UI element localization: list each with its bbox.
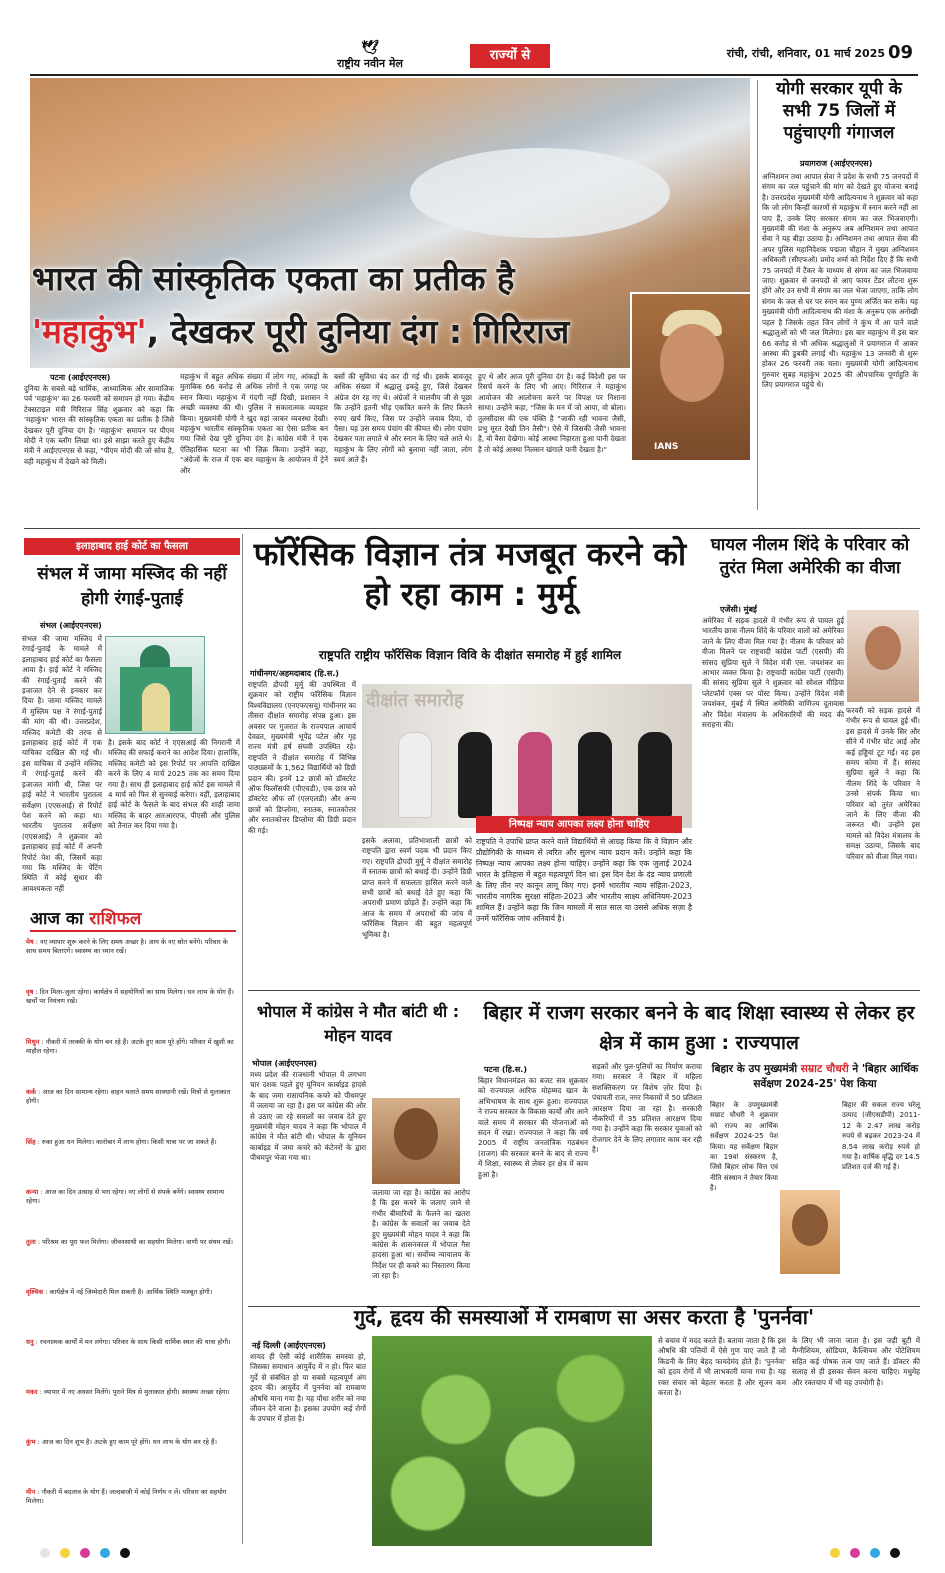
neelam-byline: एजेंसी। मुंबई — [720, 605, 757, 614]
rashi-text: कार्यक्षेत्र में नई जिम्मेदारी मिल सकती है। आर्थिक स्थिति मजबूत होगी। — [49, 1288, 213, 1296]
ceremony-banner: दीक्षांत समारोह — [366, 690, 464, 711]
side-byline: प्रयागराज (आईएएनएस) — [800, 159, 873, 168]
sambhal-headline: संभल में जामा मस्जिद की नहीं होगी रंगाई-पुताई — [37, 564, 227, 609]
bhopal-byline: भोपाल (आईएएनएस) — [252, 1059, 318, 1068]
rashi-item: मेष : नए व्यापार शुरू करने के लिए समय अच्छा है। आय के नए स्रोत बनेंगे। परिवार के साथ समय बिताएंगे। स्वास्थ्य का ध्यान रखें। — [26, 938, 228, 955]
bihar-headline: बिहार में राजग सरकार बनने के बाद शिक्षा स्वास्थ्य से लेकर हर क्षेत्र में काम हुआ : राज्यपाल — [483, 1002, 915, 1054]
punarnava-byline: नई दिल्ली (आईएएनएस) — [252, 1341, 326, 1350]
samrat-choudhary-photo — [780, 1190, 840, 1274]
rashi-text: रुका हुआ धन मिलेगा। कारोबार में लाभ होगा। किसी यात्रा पर जा सकते हैं। — [41, 1138, 217, 1146]
rashi-name: मीन — [26, 1488, 36, 1496]
rashi-text: आज का दिन सामान्य रहेगा। वाहन चलाते समय सावधानी रखें। मित्रों से मुलाकात होगी। — [26, 1088, 231, 1105]
rashi-name: तुला — [26, 1238, 36, 1246]
forensic-byline: गांधीनगर/अहमदाबाद (हि.स.) — [250, 669, 339, 678]
rashi-text: नौकरी में तरक्की के योग बन रहे हैं। अटके हुए काम पूरे होंगे। परिवार में खुशी का माहौल रहेगा। — [26, 1038, 234, 1055]
forensic-text-col4: राष्ट्रपति ने उपाधि प्राप्त करने वाले विद्यार्थियों से आग्रह किया कि वे विज्ञान और प्रौद्योगिकी के माध्यम से त्वरित और सुलभ न्याय प्रदान करें। उन्होंने कहा कि निष्पक्ष न्याय आपका लक्ष्य होना चाहिए। उन्होंने कहा कि एक जुलाई 2024 भारत के इतिहास में बहुत महत्वपूर्ण दिन था। इस दिन देश के दंड न्याय प्रणाली के लिए तीन नए कानून लागू किए गए। इनमें भारतीय न्याय संहिता-2023, भारतीय नागरिक सुरक्षा संहिता-2023 और भारतीय साक्ष्य अधिनियम-2023 शामिल हैं। उन्होंने कहा कि जिन मामलों में सात साल या उससे अधिक सज़ा है उनमें फॉरेंसिक जांच अनिवार्य है। — [476, 837, 692, 923]
divider — [242, 534, 243, 1544]
print-registration-strip — [30, 1548, 918, 1562]
bihar-text-col1: बिहार विधानमंडल का बजट सत्र शुक्रवार को राज्यपाल आरिफ मोहम्मद खान के अभिभाषण के साथ शुरू हुआ। राज्यपाल ने राज्य सरकार के विकास कार्यों और आने वाले समय में सरकार की योजनाओं को सदन में रखा। राज्यपाल ने कहा कि वर्ष 2005 में राष्ट्रीय जनतांत्रिक गठबंधन (राजग) की सरकार बनने के बाद से राज्य में शिक्षा, स्वास्थ्य से लेकर हर क्षेत्र में काम हुआ है। — [478, 1076, 588, 1179]
rashi-item: धनु : रचनात्मक कार्यों में मन लगेगा। परिवार के साथ किसी धार्मिक स्थल की यात्रा होगी। — [26, 1338, 231, 1346]
bihar-byline: पटना (हि.स.) — [484, 1065, 527, 1074]
forensic-text-col1: राष्ट्रपति द्रौपदी मुर्मू की उपस्थिता में शुक्रवार को राष्ट्रीय फॉरेंसिक विज्ञान विश्वविद्यालय (एनएफएसयू) गांधीनगर का तीसरा दीक्षांत समारोह संपन्न हुआ। इस अवसर पर गुजरात के राज्यपाल आचार्य देवव्रत, मुख्यमंत्री भूपेंद्र पटेल और गृह राज्य मंत्री हर्ष संघवी उपस्थित रहे। राष्ट्रपति ने दीक्षांत समारोह में विभिन्न पाठ्यक्रमों के 1,562 विद्यार्थियों को डिग्री प्रदान की। इनमें 12 छात्रों को डॉक्टरेट ऑफ फिलॉसफी (पीएचडी), एक छात्र को डॉक्टरेट ऑफ लॉ (एलएलडी) और अन्य छात्रों को डिप्लोमा, स्नातक, स्नातकोत्तर और स्नातकोत्तर डिप्लोमा की डिग्री प्रदान की गई। — [248, 680, 356, 835]
rashi-name: मकर — [26, 1388, 38, 1396]
headline-rest: , देखकर पूरी दुनिया दंग : गिरिराज — [146, 312, 570, 351]
giriraj-photo — [630, 292, 752, 462]
rashi-name: कर्क — [26, 1088, 36, 1096]
neelam-text-col1: अमेरिका में सड़क हादसे में गंभीर रूप से घायल हुई भारतीय छात्रा नीलम शिंदे के परिवार वालों को अमेरिका जाने के लिए वीजा मिल गया है। नीलम के परिवार को वीजा मिलने पर राष्ट्रवादी कांग्रेस पार्टी (एसपी) की सांसद सुप्रिया सुले ने विदेश मंत्री एस. जयशंकर का आभार व्यक्त किया है। राष्ट्रवादी कांग्रेस पार्टी (एसपी) की सांसद सुप्रिया सुले ने शुक्रवार को सोशल मीडिया प्लेटफॉर्म एक्स पर पोस्ट किया। उन्होंने विदेश मंत्री जयशंकर, मुंबई में स्थित अमेरिकी वाणिज्य दूतावास और विदेश मंत्रालय के अधिकारियों की मदद की सराहना की। — [702, 616, 844, 730]
divider — [248, 990, 920, 991]
forensic-subhead: राष्ट्रपति राष्ट्रीय फॉरेंसिक विज्ञान विवि के दीक्षांत समारोह में हुई शामिल — [318, 648, 622, 662]
rashi-text: आज का दिन उत्साह से भरा रहेगा। नए लोगों से संपर्क बनेंगे। स्वास्थ्य सामान्य रहेगा। — [26, 1188, 225, 1205]
punarnava-text-col1: शायद ही ऐसी कोई शारीरिक समस्या हो, जिसका समाधान आयुर्वेद में न हो। फिर बात गुर्दे से संबंधित हो या सबसे महत्वपूर्ण अंग हृदय की। आयुर्वेद में पुनर्नवा को रामबाण औषधि माना गया है। यह पौधा शरीर को नया जीवन देने वाला है। इसका उपयोग कई रोगों के उपचार में होता है। — [250, 1352, 366, 1424]
newspaper-logo — [310, 40, 430, 70]
rashi-item: मकर : व्यापार में नए अवसर मिलेंगे। पुराने मित्र से मुलाकात होगी। स्वास्थ्य अच्छा रहेगा। — [26, 1388, 230, 1396]
bihar-gsdp-text: बिहार की सकल राज्य घरेलू उत्पाद (जीएसडीपी) 2011-12 के 2.47 लाख करोड़ रुपये से बढ़कर 2023-24 में 8.54 लाख करोड़ रुपये हो गया है। वार्षिक वृद्धि दर 14.5 प्रतिशत दर्ज की गई है। — [842, 1101, 920, 1172]
forensic-text-col2: इसके अलावा, प्रतिभाशाली छात्रों को राष्ट्रपति द्वारा स्वर्ण पदक भी प्रदान किए गए। राष्ट्रपति द्रौपदी मुर्मू ने दीक्षांत समारोह में स्नातक छात्रों को बधाई दी। उन्होंने डिग्री प्राप्त करने में सफलता हासिल करने वाले सभी छात्रों को बधाई देते हुए कहा कि अपराधी प्रमाण छोड़ते हैं। उन्होंने कहा कि आज के समय में अपराधों की जांच में फॉरेंसिक विज्ञान की बहुत महत्वपूर्ण भूमिका है। — [362, 836, 472, 939]
sambhal-kicker: इलाहाबाद हाई कोर्ट का फैसला — [24, 538, 240, 555]
lead-text-col4: हुए थे और आज पूरी दुनिया दंग है। कई विदेशी इस पर रिसर्च करने के लिए भी आए। गिरिराज ने महाकुंभ आयोजन की आलोचना करने पर विपक्ष पर निशाना साधा। उन्होंने कहा, "जिस के मन में जो आया, वो बोला। तुलसीदास की एक पंक्ति है "जाकी रही भावना जैसी, प्रभु मूरत देखी तिन तैसी"। ऐसे में जिसकी जैसी भावना है, वो वैसा देखेगा। कोई आस्था निहारता हुआ पानी देखता है तो कोई आस्था निलसन खंगाले पानी देखता है।" — [478, 372, 626, 454]
bird-icon: 🕊 — [361, 40, 379, 56]
bhopal-text-col2: जलाया जा रहा है। कांग्रेस का आरोप है कि इस कचरे के जलाए जाने से गंभीर बीमारियों के फैलने का खतरा है। कांग्रेस के सवालों का जवाब देते हुए मुख्यमंत्री मोहन यादव ने कहा कि कांग्रेस के शासनकाल में भोपाल गैस हादसा हुआ था। सर्वोच्च न्यायालय के निर्देश पर ही कचरे का निस्तारण किया जा रहा है। — [372, 1188, 470, 1281]
divider — [24, 528, 920, 529]
section-tag: राज्यों से — [470, 44, 550, 68]
rashi-item: वृश्चिक : कार्यक्षेत्र में नई जिम्मेदारी मिल सकती है। आर्थिक स्थिति मजबूत होगी। — [26, 1288, 213, 1296]
sambhal-byline: संभल (आईएएनएस) — [40, 621, 102, 630]
rashi-item: कन्या : आज का दिन उत्साह से भरा रहेगा। नए लोगों से संपर्क बनेंगे। स्वास्थ्य सामान्य रहेगा। — [26, 1188, 225, 1205]
rashi-item: तुला : परिश्रम का पूरा फल मिलेगा। जीवनसाथी का सहयोग मिलेगा। वाणी पर संयम रखें। — [26, 1238, 233, 1246]
rashi-name: मेष — [26, 938, 34, 946]
page-number: 09 — [888, 42, 914, 63]
supriya-sule-photo — [847, 610, 919, 702]
rashi-name: धनु — [26, 1338, 34, 1346]
rashi-name: वृष — [26, 988, 34, 996]
rashi-text: नौकरी में बदलाव के योग हैं। जल्दबाजी में कोई निर्णय न लें। परिवार का सहयोग मिलेगा। — [26, 1488, 227, 1505]
rashi-text: दिन मिला-जुला रहेगा। कार्यक्षेत्र में सहयोगियों का साथ मिलेगा। धन लाभ के योग हैं। खर्चों पर नियंत्रण रखें। — [26, 988, 234, 1005]
rashi-text: व्यापार में नए अवसर मिलेंगे। पुराने मित्र से मुलाकात होगी। स्वास्थ्य अच्छा रहेगा। — [43, 1388, 230, 1396]
subhead-post: ने 'बिहार आर्थिक सर्वेक्षण 2024-25' पेश किया — [753, 1063, 919, 1090]
rashi-item: मीन : नौकरी में बदलाव के योग हैं। जल्दबाजी में कोई निर्णय न लें। परिवार का सहयोग मिलेगा। — [26, 1488, 227, 1505]
sambhal-text-col1: संभल की जामा मस्जिद में रंगाई-पुताई के मामले में इलाहाबाद हाई कोर्ट का फैसला आया है। हाई कोर्ट ने मस्जिद की रंगाई-पुताई करने की इजाजत देने से इनकार कर दिया है। जामा मस्जिद मामले में मुस्लिम पक्ष ने रंगाई-पुताई की मांग की थी। उत्तरप्रदेश, मस्जिद कमेटी की तरफ से इलाहाबाद हाई कोर्ट में एक याचिका दाखिल की गई थी। इस याचिका में उन्होंने मस्जिद में रंगाई-पुताई करने की इजाजत मांगी थी, जिस पर हाई कोर्ट ने भारतीय पुरातत्व सर्वेक्षण (एएसआई) से रिपोर्ट पेश करने को कहा था। भारतीय पुरातत्व सर्वेक्षण (एएसआई) ने शुक्रवार को इलाहाबाद हाई कोर्ट में अपनी रिपोर्ट पेश की, जिसमें कहा गया कि मस्जिद के पेंटिंग स्थिति में कोई सुधार की आवश्यकता नहीं — [22, 634, 102, 893]
lead-text-col3: बसों की सुविधा बंद कर दी गई थी। इसके बावजूद अधिक संख्या में श्रद्धालु इकट्ठे हुए, जिसे देखकर अंग्रेज दंग रह गए थे। अंग्रेजों ने मालवीय जी से पूछा कि उन्होंने इतनी भीड़ एकत्रित करने के लिए कितने रुपए खर्च किए, जिस पर उन्होंने जवाब दिया, दो पैसा। यह उस समय पंचांग की कीमत थी। लोग पंचांग देखकर पता लगाते थे और स्नान के लिए चले आते थे। महाकुंभ के लिए लोगों को बुलाया नहीं जाता, लोग स्वयं आते हैं। — [334, 372, 472, 465]
bhopal-text-col1: मध्य प्रदेश की राजधानी भोपाल में लगभग चार दशक पहले हुए यूनियन कार्बाइड हादसे के बाद जमा रासायनिक कचरे को पीथमपुर में जलाया जा रहा है। इस पर कांग्रेस की ओर से उठाए जा रहे सवालों का जवाब देते हुए मुख्यमंत्री मोहन यादव ने कहा कि भोपाल में कांग्रेस ने मौत बांटी थी। भोपाल के यूनियन कार्बाइड में जमा कचरे को कंटेनरों के द्वारा पीथमपुर भेजा गया था। — [250, 1070, 366, 1163]
newspaper-name: राष्ट्रीय नवीन मेल — [337, 57, 403, 70]
rashi-text: रचनात्मक कार्यों में मन लगेगा। परिवार के साथ किसी धार्मिक स्थल की यात्रा होगी। — [39, 1338, 231, 1346]
rashi-name: कुंभ — [26, 1438, 36, 1446]
headline-highlight: 'महाकुंभ' — [32, 312, 147, 351]
neelam-text-col2: फरवरी को सड़क हादसे में गंभीर रूप से घायल हुई थीं। इस हादसे में उनके सिर और सीने में गंभीर चोट आई और कई हड्डियां टूट गईं। वह इस समय कोमा में हैं। सांसद सुप्रिया सुले ने कहा कि नीलम शिंदे के परिवार ने उनसे संपर्क किया था। परिवार को तुरंत अमेरिका जाने के लिए वीजा की जरूरत थी। उन्होंने इस मामले को विदेश मंत्रालय के समक्ष उठाया, जिसके बाद परिवार को वीजा मिल गया। — [846, 706, 920, 861]
photo-credit: IANS — [654, 442, 679, 452]
rashi-item: वृष : दिन मिला-जुला रहेगा। कार्यक्षेत्र में सहयोगियों का साथ मिलेगा। धन लाभ के योग हैं। खर्चों पर नियंत्रण रखें। — [26, 988, 234, 1005]
rashifal-title-plain: आज का — [30, 909, 90, 929]
lead-headline-line1: भारत की सांस्कृतिक एकता का प्रतीक है — [32, 259, 515, 298]
rashifal-title-highlight: राशिफल — [89, 909, 142, 929]
rashi-text: आज का दिन शुभ है। अटके हुए काम पूरे होंगे। धन लाभ के योग बन रहे हैं। — [41, 1438, 217, 1446]
rashi-text: परिश्रम का पूरा फल मिलेगा। जीवनसाथी का सहयोग मिलेगा। वाणी पर संयम रखें। — [42, 1238, 233, 1246]
forensic-headline: फॉरेंसिक विज्ञान तंत्र मजबूत करने को हो रहा काम : मुर्मू — [253, 535, 687, 613]
photo-caption: निष्पक्ष न्याय आपका लक्ष्य होना चाहिए — [476, 816, 682, 833]
rashi-item: कर्क : आज का दिन सामान्य रहेगा। वाहन चलाते समय सावधानी रखें। मित्रों से मुलाकात होगी। — [26, 1088, 231, 1105]
rashi-text: नए व्यापार शुरू करने के लिए समय अच्छा है। आय के नए स्रोत बनेंगे। परिवार के साथ समय बिताएंगे। स्वास्थ्य का ध्यान रखें। — [26, 938, 228, 955]
punarnava-headline: गुर्दे, हृदय की समस्याओं में रामबाण सा असर करता है 'पुनर्नवा' — [353, 1305, 815, 1329]
divider — [757, 80, 758, 510]
lead-headline-line2 — [32, 308, 682, 353]
punarnava-text-col3: के लिए भी जाना जाता है। इस जड़ी बूटी में मैग्नीशियम, सोडियम, कैल्शियम और पोटेशियम सहित कई पोषक तत्व पाए जाते हैं। डॉक्टर की सलाह से ही इसका सेवन करना चाहिए। मधुमेह और रक्तचाप में भी यह उपयोगी है। — [792, 1336, 920, 1387]
punarnava-text-col2: से बचाव में मदद करते हैं। बताया जाता है कि इस औषधि की पत्तियों में ऐसे गुण पाए जाते हैं जो किडनी के लिए बेहद फायदेमंद होते हैं। 'पुनर्नवा' को हृदय रोगों में भी लाभकारी माना गया है। यह रक्त संचार को बेहतर करता है और सूजन कम करता है। — [658, 1336, 786, 1398]
sambhal-text-col2: है। इसके बाद कोर्ट ने एएसआई की निगरानी में मस्जिद की सफाई कराने का आदेश दिया। हालांकि, मस्जिद कमेटी को इस रिपोर्ट पर आपत्ति दाखिल करने के लिए 4 मार्च 2025 तक का समय दिया गया है। साथ ही इलाहाबाद हाई कोर्ट इस मामले में 4 मार्च को फिर से सुनवाई करेगा। वहीं, इलाहाबाद हाई कोर्ट के फैसले के बाद संभल की शाही जामा मस्जिद के बाहर आरआरएफ, पीएसी और पुलिस को तैनात कर दिया गया है। — [108, 738, 240, 831]
mohan-yadav-photo — [372, 1098, 460, 1184]
rashi-name: वृश्चिक — [26, 1288, 44, 1296]
rashi-name: मिथुन — [26, 1038, 40, 1046]
rashifal-title — [30, 906, 236, 932]
bihar-subhead — [710, 1062, 920, 1092]
neelam-headline: घायल नीलम शिंदे के परिवार को तुरंत मिला अमेरिकी का वीजा — [710, 535, 910, 578]
dateline: रांची, रांची, शनिवार, 01 मार्च 2025 — [726, 47, 885, 60]
punarnava-plant-photo — [372, 1336, 652, 1546]
lead-text-col2: महाकुंभ में बहुत अधिक संख्या में लोग गए, आंकड़ों के मुताबिक 66 करोड़ से अधिक लोगों ने एक जगह पर स्नान किया। महाकुंभ में गंदगी नहीं दिखी, प्रशासन ने अच्छी व्यवस्था की थी। पुलिस ने सकारात्मक व्यवहार किया। मुख्यमंत्री योगी ने खुद वहां जाकर व्यवस्था देखी। महाकुंभ भारतीय सांस्कृतिक एकता का ऐसा प्रतीक बन गया जिसे देख पूरी दुनिया दंग है। कांग्रेस मंत्री ने एक ऐतिहासिक घटना का भी ज़िक्र किया। उन्होंने कहा, "अंग्रेजों के राज में एक बार महाकुंभ के आयोजन में ट्रेनें और — [180, 372, 328, 475]
subhead-highlight: सम्राट चौधरी — [800, 1063, 849, 1075]
rashi-item: मिथुन : नौकरी में तरक्की के योग बन रहे हैं। अटके हुए काम पूरे होंगे। परिवार में खुशी का माहौल रहेगा। — [26, 1038, 234, 1055]
subhead-pre: बिहार के उप मुख्यमंत्री — [711, 1063, 801, 1075]
lead-byline: पटना (आईएएनएस) — [50, 373, 111, 382]
ceremony-photo — [362, 684, 692, 828]
side-article-text: अग्निशमन तथा आपात सेवा ने प्रदेश के सभी 75 जनपदों में संगम का जल पहुंचाने की मांग को देखते हुए योजना बनाई है। उत्तरप्रदेश मुख्यमंत्री योगी आदित्यनाथ ने शुक्रवार को कहा कि जो लोग किन्हीं कारणों से महाकुंभ में स्नान करने नहीं आ पाए हैं, उनके लिए सरकार संगम का जल भिजवाएगी। मुख्यमंत्री की मंशा के अनुरूप अब अग्निशमन तथा आपात सेवा ने यह बीड़ा उठाया है। अग्निशमन तथा आपात सेवा की अपर पुलिस महानिदेशक पद्मजा चौहान ने मुख्य अग्निशमन अधिकारी (सीएफओ) प्रमोद शर्मा को निर्देश दिए हैं कि सभी 75 जनपदों में टैंकर के माध्यम से संगम का जल भिजवाया जाए। शुक्रवार से जनपदों से आए फायर टेंडर लौटना शुरू होंगे और उन सभी में संगम का जल भेजा जाएगा, ताकि लोग संगम के जल से घर पर स्नान कर पुण्य अर्जित कर सकें। यह मुख्यमंत्री योगी आदित्यनाथ की मंशा के अनुरूप एक अनोखी पहल है जिसके तहत जिन लोगों ने कुंभ में आ पाने वाले श्रद्धालुओं को भी जल मिलेगा। इस बार महाकुंभ में इस बार 66 करोड़ से भी अधिक श्रद्धालुओं ने प्रयागराज में आकर आस्था की डुबकी लगाई थी। महाकुंभ 13 जनवरी से शुरू होकर 26 फरवरी तक चला। मुख्यमंत्री योगी आदित्यनाथ गुरुवार सुबह महाकुंभ 2025 की औपचारिक पूर्णाहुति के लिए प्रयागराज पहुंचे थे। — [762, 172, 918, 390]
bihar-survey-text: बिहार के उपमुख्यमंत्री सम्राट चौधरी ने शुक्रवार को राज्य का आर्थिक सर्वेक्षण 2024-25 पेश किया। यह सर्वेक्षण बिहार का 19वां संस्करण है, जिसे बिहार लोक वित्त एवं नीति संस्थान ने तैयार किया है। — [710, 1101, 778, 1193]
rashi-name: सिंह — [26, 1138, 36, 1146]
lead-text-col1: दुनिया के सबसे बड़े धार्मिक, आध्यात्मिक और सामाजिक पर्व 'महाकुंभ' का 26 फरवरी को समापन हो गया। केंद्रीय टेक्सटाइल मंत्री गिरिराज सिंह शुक्रवार को कहा कि 'महाकुंभ' भारत की सांस्कृतिक एकता का प्रतीक है जिसे देखकर पूरी दुनिया दंग है। 'महाकुंभ' समापन पर पीएम मोदी ने एक ब्लॉग लिखा था। इसे साझा करते हुए केंद्रीय मंत्री ने आईएएनएस से कहा, "पीएम मोदी की जो सोच है, वही महाकुंभ में देखने को मिली। — [24, 384, 174, 466]
bihar-text-col2: सड़कों और पुल-पुलियों का निर्माण कराया गया। सरकार ने बिहार में महिला सशक्तिकरण पर विशेष ज़ोर दिया है। पंचायती राज, नगर निकायों में 50 प्रतिशत आरक्षण दिया जा रहा है। सरकारी नौकरियों में 35 प्रतिशत आरक्षण दिया गया है। उन्होंने कहा कि सरकार युवाओं को रोजगार देने के लिए लगातार काम कर रही है। — [592, 1062, 702, 1155]
mosque-photo — [105, 636, 205, 734]
bhopal-headline: भोपाल में कांग्रेस ने मौत बांटी थी : मोहन यादव — [256, 1002, 460, 1045]
side-headline: योगी सरकार यूपी के सभी 75 जिलों में पहुंचाएगी गंगाजल — [776, 79, 902, 143]
rashi-name: कन्या — [26, 1188, 39, 1196]
rashi-item: सिंह : रुका हुआ धन मिलेगा। कारोबार में लाभ होगा। किसी यात्रा पर जा सकते हैं। — [26, 1138, 217, 1146]
rashi-item: कुंभ : आज का दिन शुभ है। अटके हुए काम पूरे होंगे। धन लाभ के योग बन रहे हैं। — [26, 1438, 217, 1446]
